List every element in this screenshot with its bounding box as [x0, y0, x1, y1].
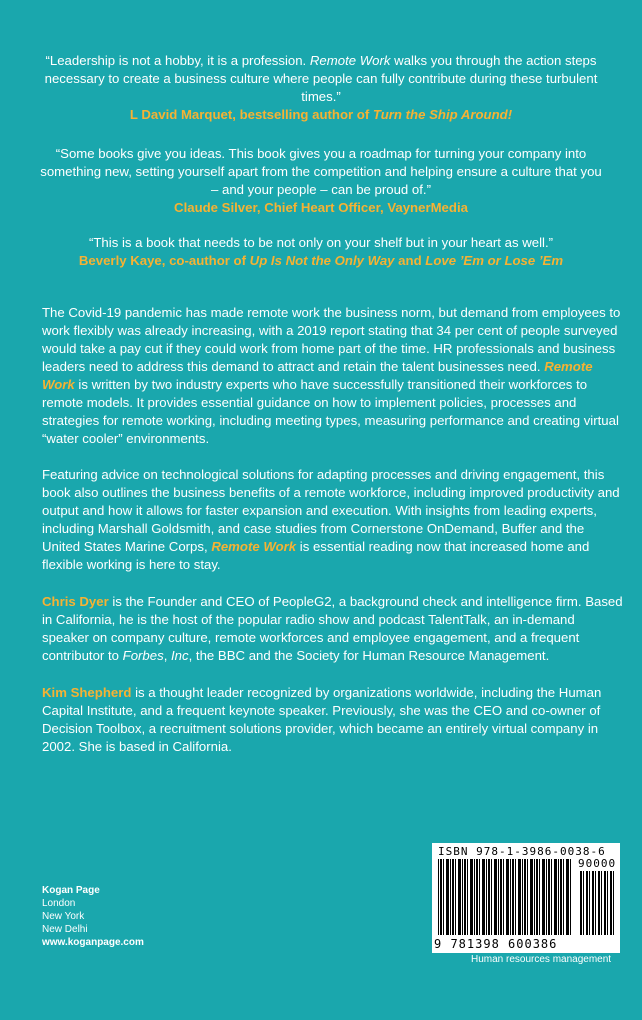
- quote-attribution: Claude Silver, Chief Heart Officer, VaynerMedia: [174, 200, 468, 215]
- barcode-addon-bars-icon: [580, 871, 614, 935]
- publisher-url: www.koganpage.com: [42, 937, 144, 948]
- publisher-city: New Delhi: [42, 924, 88, 935]
- ean-number: 9 781398 600386: [434, 937, 558, 951]
- publisher-city: London: [42, 898, 76, 909]
- author-bio-1: Chris Dyer is the Founder and CEO of PeopleG2, a background check and intelligence firm. Based in California, he is the host of the popular radio show and podcast TalentTalk, an in-demand speaker on company culture, remote workforces and employee engagement, and a frequent contributor to Forbes, Inc, the BBC and the Society for Human Resource Management.: [42, 594, 623, 663]
- publisher-block: [42, 884, 144, 949]
- description-paragraph-1: The Covid-19 pandemic has made remote work the business norm, but demand from employees to work flexibly was already increasing, with a 2019 report stating that 34 per cent of people surveyed would take a pay cut if they could work from home part of the time. HR professionals and business leaders need to address this demand to attract and retain the talent businesses need. Remote Work is written by two industry experts who have successfully transitioned their workforces to remote models. It provides essential guidance on how to implement policies, processes and strategies for remote working, including meeting types, measuring performance and creating virtual “water cooler” environments.: [42, 305, 621, 446]
- quote-attribution: L David Marquet, bestselling author of Turn the Ship Around!: [129, 107, 513, 122]
- quote-2: [40, 145, 602, 217]
- barcode: [432, 843, 620, 953]
- barcode-bars-icon: [438, 859, 572, 935]
- quote-attribution: Beverly Kaye, co-author of Up Is Not the Only Way and Love ’Em or Lose ’Em: [78, 253, 564, 268]
- quote-3: [40, 234, 602, 270]
- category-label: Human resources management: [471, 954, 612, 965]
- book-title: Remote Work: [42, 359, 593, 392]
- quote-text: “Leadership is not a hobby, it is a profession.: [45, 53, 310, 68]
- quote-text: walks you through the action steps necessary to create a business culture where people can fully contribute during these turbulent times.”: [44, 53, 598, 104]
- publisher-city: New York: [42, 911, 85, 922]
- author-name: Kim Shepherd: [42, 685, 132, 700]
- book-title: Remote Work: [211, 539, 297, 554]
- author-name: Chris Dyer: [42, 594, 109, 609]
- author-bio-2: Kim Shepherd is a thought leader recognized by organizations worldwide, including the Human Capital Institute, and a frequent keynote speaker. Previously, she was the CEO and co-owner of Decision Toolbox, a recruitment solutions provider, which became an entirely virtual company in 2002. She is based in California.: [42, 685, 602, 754]
- description-paragraph-2: Featuring advice on technological solutions for adapting processes and driving engagement, this book also outlines the business benefits of a remote workforce, including improved productivity and output and how it allows for faster expansion and execution. With insights from leading experts, including Marshall Goldsmith, and case studies from Cornerstone OnDemand, Buffer and the United States Marine Corps, Remote Work is essential reading now that increased home and flexible working is here to stay.: [42, 467, 620, 572]
- isbn-label: ISBN 978-1-3986-0038-6: [438, 845, 606, 858]
- barcode-addon-code: 90000: [578, 857, 617, 870]
- publisher-name: Kogan Page: [42, 885, 100, 896]
- quote-text: “Some books give you ideas. This book gives you a roadmap for turning your company into something new, setting yourself apart from the competition and helping ensure a culture that you – and your people – can be proud of.”: [40, 146, 602, 197]
- quote-1: [40, 52, 602, 124]
- quote-text: “This is a book that needs to be not only on your shelf but in your heart as well.”: [88, 235, 554, 250]
- quote-title: Remote Work: [309, 53, 391, 68]
